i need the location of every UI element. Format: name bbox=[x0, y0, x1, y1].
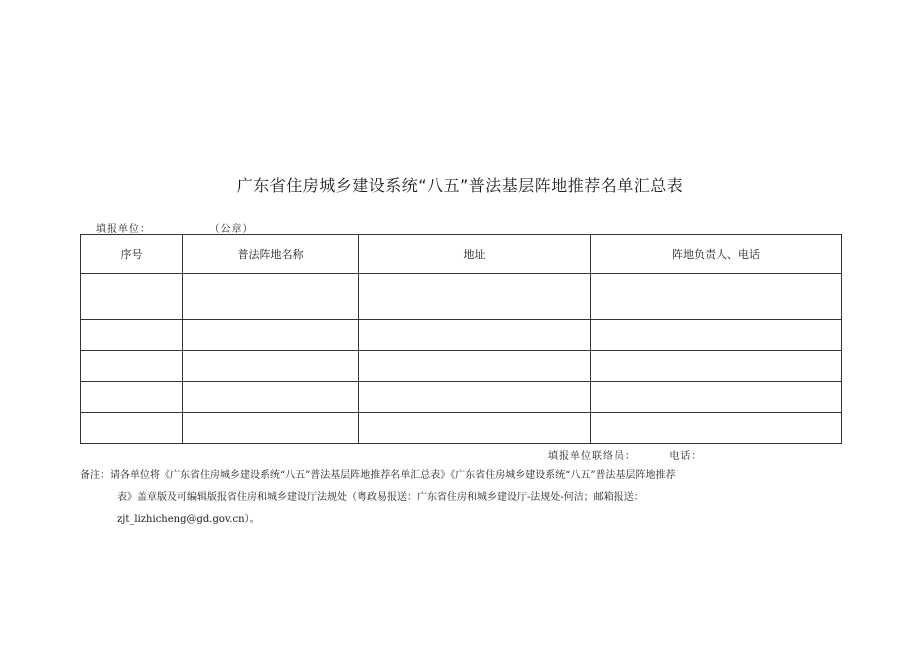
header-site-name: 普法阵地名称 bbox=[183, 235, 359, 274]
table-cell[interactable] bbox=[591, 351, 842, 382]
table-cell[interactable] bbox=[183, 274, 359, 320]
recommendation-table bbox=[80, 234, 842, 444]
table-cell[interactable] bbox=[359, 320, 591, 351]
table-cell[interactable] bbox=[81, 382, 183, 413]
table-cell[interactable] bbox=[591, 413, 842, 444]
table-cell[interactable] bbox=[359, 274, 591, 320]
table-row bbox=[81, 274, 842, 320]
note-line-3-email: zjt_lizhicheng@gd.gov.cn）。 bbox=[117, 514, 260, 525]
table-header-row bbox=[81, 235, 842, 274]
table-cell[interactable] bbox=[81, 351, 183, 382]
header-serial-number: 序号 bbox=[81, 235, 183, 274]
page-title: 广东省住房城乡建设系统“八五”普法基层阵地推荐名单汇总表 bbox=[236, 176, 684, 195]
table-cell[interactable] bbox=[81, 413, 183, 444]
table-cell[interactable] bbox=[591, 274, 842, 320]
header-address: 地址 bbox=[359, 235, 591, 274]
fill-unit-line: 填报单位： （公章） bbox=[96, 224, 254, 235]
table-cell[interactable] bbox=[591, 320, 842, 351]
table-cell[interactable] bbox=[183, 413, 359, 444]
table-cell[interactable] bbox=[183, 382, 359, 413]
table-cell[interactable] bbox=[359, 382, 591, 413]
contact-person-line: 填报单位联络员： 电话： bbox=[548, 451, 703, 462]
table-cell[interactable] bbox=[183, 351, 359, 382]
remarks-note bbox=[80, 465, 840, 531]
table-row bbox=[81, 351, 842, 382]
table-row bbox=[81, 320, 842, 351]
header-contact-person-phone: 阵地负责人、电话 bbox=[591, 235, 842, 274]
note-line-2: 表》盖章版及可编辑版报省住房和城乡建设厅法规处（粤政易报送：广东省住房和城乡建设厅-法规处-何洁；邮箱报送： bbox=[117, 492, 644, 503]
table-cell[interactable] bbox=[81, 320, 183, 351]
table-cell[interactable] bbox=[183, 320, 359, 351]
table-row bbox=[81, 413, 842, 444]
table-row bbox=[81, 382, 842, 413]
table-cell[interactable] bbox=[81, 274, 183, 320]
note-line-1: 备注：请各单位将《广东省住房城乡建设系统“八五”普法基层阵地推荐名单汇总表》《广东省住房城乡建设系统“八五”普法基层阵地推荐 bbox=[80, 470, 676, 481]
table-cell[interactable] bbox=[359, 351, 591, 382]
table-cell[interactable] bbox=[359, 413, 591, 444]
table-cell[interactable] bbox=[591, 382, 842, 413]
